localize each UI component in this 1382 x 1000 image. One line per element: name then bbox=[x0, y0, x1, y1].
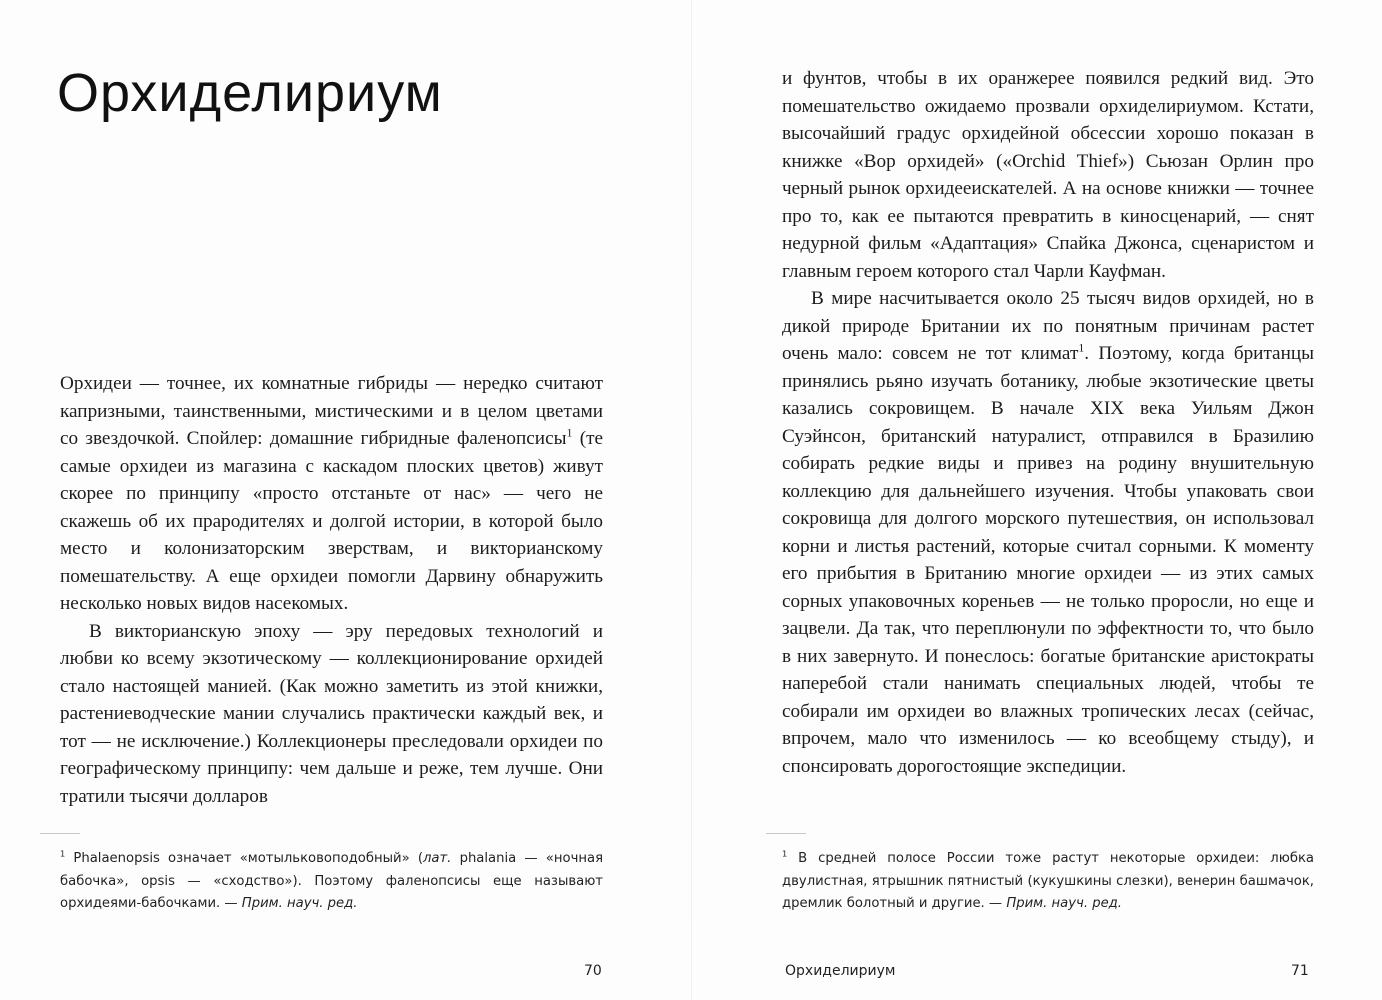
footnote-ref: 1 bbox=[566, 425, 573, 440]
paragraph: и фунтов, чтобы в их оранжерее появился редкий вид. Это помешательство ожидаемо прозвали орхиделириумом. Кстати, высочайший градус орхидейной обсессии хорошо показан в книжке «Вор орхидей» («Orchid Thief») Сьюзан Орлин про черный рынок орхидееискателей. А на основе книжки — точнее про то, как ее пытаются превратить в киносценарий, — снят недурной фильм «Адаптация» Спайка Джонса, сценаристом и главным героем которого стал Чарли Кауфман. bbox=[782, 68, 1314, 282]
right-page bbox=[691, 0, 1382, 1000]
footnote-marker: 1 bbox=[782, 848, 788, 859]
left-body-text bbox=[60, 370, 603, 810]
page-number: 71 bbox=[1291, 963, 1309, 979]
chapter-title: Орхиделириум bbox=[57, 63, 443, 123]
footnote-divider bbox=[766, 833, 806, 834]
paragraph: Орхидеи — точнее, их комнатные гибриды — нередко считают капризными, таинственными, мистическими и в целом цветами со звездочкой. Спойлер: домашние гибридные фаленопсисы$^1$ (те самые орхидеи из магазина с каскадом плоских цветов) живут скорее по принципу «просто отстаньте от нас» — чего не скажешь об их прародителях и долгой истории, в которой было место и колонизаторским зверствам, и викторианскому помешательству. А еще орхидеи помогли Дарвину обнаружить несколько новых видов насекомых. bbox=[60, 373, 603, 614]
paragraph: В мире насчитывается около 25 тысяч видов орхидей, но в дикой природе Британии их по понятным причинам растет очень мало: совсем не тот климат$^1$. Поэтому, когда британцы принялись рьяно изучать ботанику, любые экзотические цветы казались сокровищем. В начале XIX века Уильям Джон Суэйнсон, британский натуралист, отправился в Бразилию собирать редкие виды и привез на родину внушительную коллекцию для дальнейшего изучения. Чтобы упаковать свои сокровища для долгого морского путешествия, он использовал корни и листья растений, которые считал сорными. К моменту его прибытия в Британию многие орхидеи — из этих самых сорных упаковочных кореньев — не только проросли, но еще и зацвели. Да так, что переплюнули по эффектности то, что было в них завернуто. И понеслось: богатые британские аристократы наперебой стали нанимать специальных людей, чтобы те собирали им орхидеи во влажных тропических лесах (сейчас, впрочем, мало что изменилось — ко всеобщему стыду), и спонсировать дорогостоящие экспедиции. bbox=[782, 288, 1315, 777]
running-head: Орхиделириум bbox=[785, 963, 896, 979]
paragraph: В викторианскую эпоху — эру передовых технологий и любви ко всему экзотическому — коллекционирование орхидей стало настоящей манией. (Как можно заметить из этой книжки, растениеводческие мании случались практически каждый век, и тот — не исключение.) Коллекционеры преследовали орхидеи по географическому принципу: чем дальше и реже, тем лучше. Они тратили тысячи долларов bbox=[60, 620, 603, 807]
footnote-marker: 1 bbox=[60, 848, 66, 859]
footnote: $^1$ В средней полосе России тоже растут некоторые орхидеи: любка двулистная, ятрышник пятнистый (кукушкины слезки), венерин башмачок, дремлик болотный и другие. — Прим. науч. ред. bbox=[782, 848, 1314, 911]
footnote-ref: 1 bbox=[1078, 340, 1085, 355]
footnote-divider bbox=[40, 833, 80, 834]
footnote: $^1$ Phalaenopsis означает «мотыльковоподобный» (лат. phalania — «ночная бабочка», opsis — «сходство»). Поэтому фаленопсисы еще называют орхидеями-бабочками. — Прим. науч. ред. bbox=[60, 848, 603, 911]
right-body-text bbox=[782, 65, 1314, 780]
page-number: 70 bbox=[584, 963, 602, 979]
